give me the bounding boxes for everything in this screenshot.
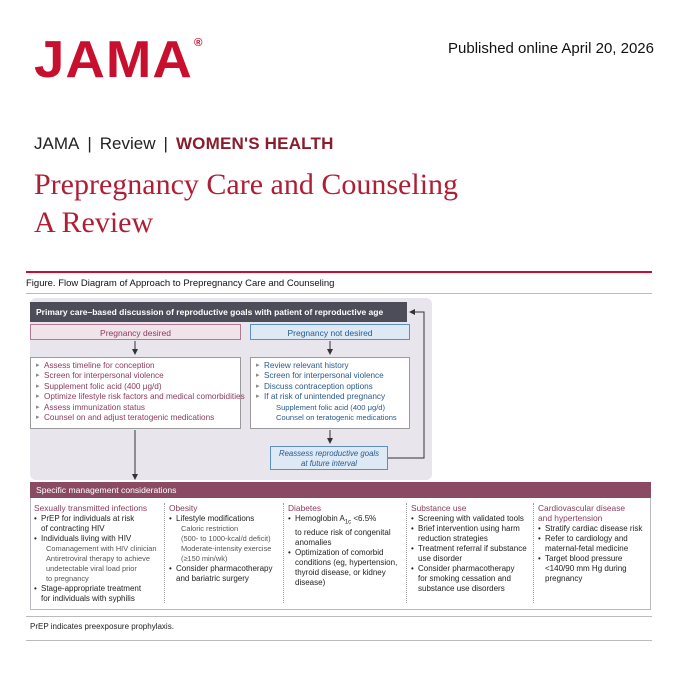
pregnancy-desired-label: Pregnancy desired [30, 324, 241, 340]
list-item: ▸ Supplement folic acid (400 μg/d) [36, 382, 235, 392]
jama-logo: JAMA® [34, 31, 203, 89]
section-name: WOMEN'S HEALTH [175, 134, 334, 153]
list-subitem: Counsel on teratogenic medications [276, 413, 397, 423]
column-divider [164, 503, 165, 603]
figure-bottom-rule [26, 640, 652, 641]
list-item: ▸ Assess timeline for conception [36, 361, 235, 371]
publication-date: Published online April 20, 2026 [448, 40, 654, 57]
list-item: ▸ Screen for interpersonal violence [256, 371, 404, 381]
column-divider [406, 503, 407, 603]
column-heading: Diabetes [288, 503, 322, 513]
list-item: ▸ Discuss contraception options [256, 382, 404, 392]
diabetes-column: Diabetes • Hemoglobin $A_{1c} <6.5\%$ to reduce risk of congenital anomalies • Optimization of comorbid conditions (eg, hypertension, thyroid disease, or kidney disease) [288, 503, 403, 588]
column-heading: Sexually transmitted infections [34, 503, 148, 513]
column-divider [283, 503, 284, 603]
list-item: ▸ Optimize lifestyle risk factors and medical comorbidities [36, 392, 235, 402]
sti-column: Sexually transmitted infections • PrEP for individuals at risk of contracting HIV • Individuals living with HIV Comanagement with HIV clinician Antiretroviral therapy to achieve undetectable viral load prior to pregnancy • Stage-appropriate treatment for individuals with syphilis [34, 503, 172, 604]
column-heading: Substance use [411, 503, 467, 513]
column-heading: Cardiovascular disease and hypertension [538, 503, 626, 523]
pregnancy-not-desired-label: Pregnancy not desired [250, 324, 410, 340]
primary-discussion-bar: Primary care–based discussion of reproductive goals with patient of reproductive age [30, 302, 407, 322]
reassess-goals-box: Reassess reproductive goals at future interval [270, 446, 388, 470]
list-item: ▸ Screen for interpersonal violence [36, 371, 235, 381]
substance-column: Substance use • Screening with validated tools • Brief intervention using harm reduction strategies • Treatment referral if substance use disorder • Consider pharmacotherapy for smoking cessation and substance use disorders [411, 503, 533, 594]
list-item: ▸ Assess immunization status [36, 403, 235, 413]
list-item: ▸ Review relevant history [256, 361, 404, 371]
list-subitem: Supplement folic acid (400 μg/d) [276, 402, 386, 412]
breadcrumb: JAMA | Review | WOMEN'S HEALTH [34, 134, 334, 153]
pregnancy-desired-actions [30, 357, 245, 429]
article-subtitle: A Review [34, 206, 154, 239]
article-type: Review [99, 134, 156, 153]
article-title: Prepregnancy Care and Counseling [34, 168, 459, 201]
obesity-column: Obesity • Lifestyle modifications Caloric restriction (500- to 1000-kcal/d deficit) Moderate-intensity exercise (≥150 min/wk) • Consider pharmacotherapy and bariatric surgery [169, 503, 281, 584]
figure-footnote: PrEP indicates preexposure prophylaxis. [30, 622, 174, 631]
cardio-column: Cardiovascular disease and hypertension • Stratify cardiac disease risk • Refer to cardiology and maternal-fetal medicine • Target blood pressure <140/90 mm Hg during pregnancy [538, 503, 650, 584]
column-heading: Obesity [169, 503, 198, 513]
journal-name: JAMA [34, 134, 80, 153]
column-divider [533, 503, 534, 603]
figure-caption: Figure. Flow Diagram of Approach to Prepregnancy Care and Counseling [26, 278, 335, 289]
pregnancy-not-desired-actions [250, 357, 410, 429]
list-item: ▸ If at risk of unintended pregnancy [256, 392, 404, 402]
list-item: ▸ Counsel on and adjust teratogenic medications [36, 413, 235, 423]
specific-management-title: Specific management considerations [30, 482, 651, 498]
footnote-rule [26, 616, 652, 617]
